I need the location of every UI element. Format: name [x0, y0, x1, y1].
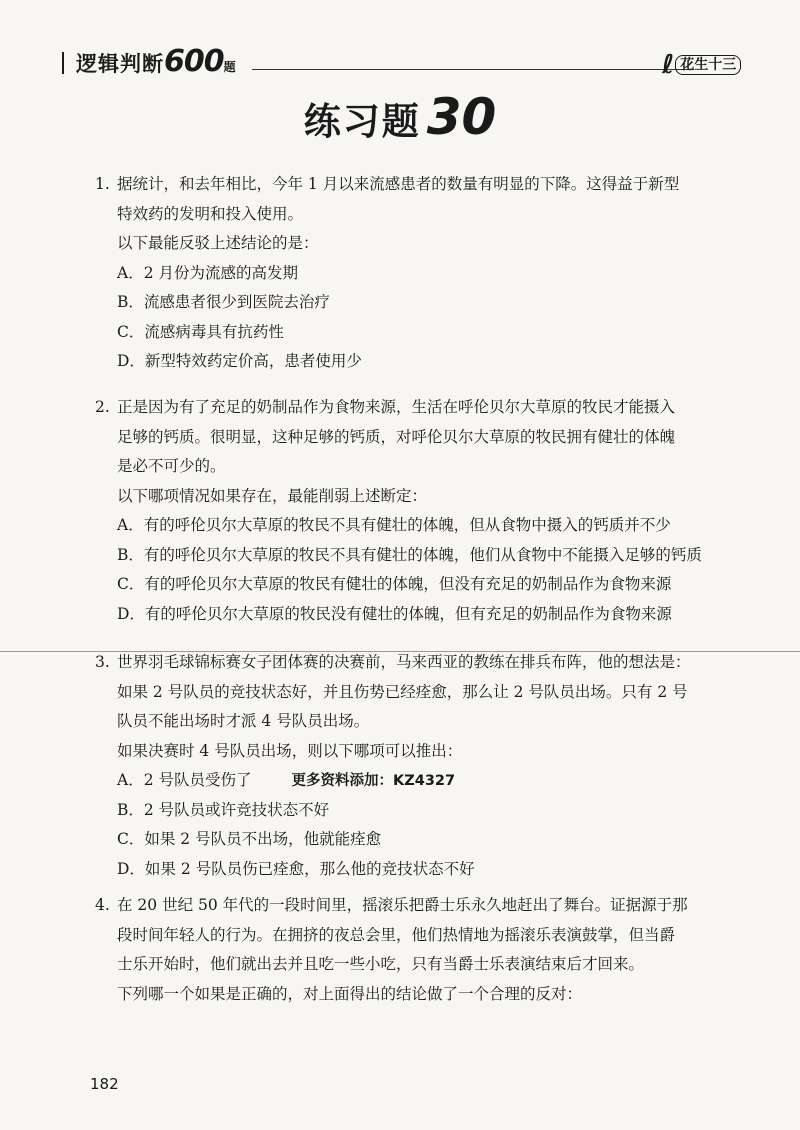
question-2: 2. 正是因为有了充足的奶制品作为食物来源，生活在呼伦贝尔大草原的牧民才能摄入 足够的钙质。很明显，这种足够的钙质，对呼伦贝尔大草原的牧民拥有健壮的体魄 是必不可少的。 以下哪项情况如果存在，最能削弱上述断定： A．有的呼伦贝尔大草原的牧民不具有健壮的体魄，但从食物中摄入的钙质并不少 B．有的呼伦贝尔大草原的牧民不具有健壮的体魄，他们从食物中不能摄入足够的钙质 C．有的呼伦贝尔大草原的牧民有健壮的体魄，但没有充足的奶制品作为食物来源 D．有的呼伦贝尔大草原的牧民没有健壮的体魄，但有充足的奶制品作为食物来源	[95, 393, 735, 629]
header-left-bar	[62, 52, 64, 74]
option-d: D．有的呼伦贝尔大草原的牧民没有健壮的体魄，但有充足的奶制品作为食物来源	[117, 604, 672, 623]
book-title: 逻辑判断600题	[76, 44, 237, 79]
author-mark-icon: ℓ	[662, 50, 675, 80]
option-b: B．2 号队员或许竞技状态不好	[117, 800, 330, 819]
question-number: 2.	[95, 398, 110, 416]
question-3: 3. 世界羽毛球锦标赛女子团体赛的决赛前，马来西亚的教练在排兵布阵，他的想法是： 如果 2 号队员的竞技状态好，并且伤势已经痊愈，那么让 2 号队员出场。只有 2 号 队员不能出场时才派 4 号队员出场。 如果决赛时 4 号队员出场，则以下哪项可以推出： A．2 号队员受伤了 更多资料添加：KZ4327 B．2 号队员或许竞技状态不好 C．如果 2 号队员不出场，他就能痊愈 D．如果 2 号队员伤已痊愈，那么他的竞技状态不好	[95, 648, 735, 884]
option-a: A．2 号队员受伤了 更多资料添加：KZ4327	[95, 766, 735, 796]
page-header	[62, 40, 742, 80]
question-number: 1.	[95, 175, 110, 193]
option-c: C．流感病毒具有抗药性	[117, 322, 284, 341]
option-a: A．有的呼伦贝尔大草原的牧民不具有健壮的体魄，但从食物中摄入的钙质并不少	[117, 516, 671, 534]
option-a: A．2 月份为流感的高发期	[117, 263, 298, 282]
question-4: 4. 在 20 世纪 50 年代的一段时间里，摇滚乐把爵士乐永久地赶出了舞台。证据源于那 段时间年轻人的行为。在拥挤的夜总会里，他们热情地为摇滚乐表演鼓掌，但当爵 士乐开始时，他们就出去并且吃一些小吃，只有当爵士乐表演结束后才回来。 下列哪一个如果是正确的，对上面得出的结论做了一个合理的反对：	[95, 891, 735, 1009]
question-prompt: 如果决赛时 4 号队员出场，则以下哪项可以推出：	[117, 741, 463, 760]
watermark-text: 更多资料添加：KZ4327	[291, 773, 456, 789]
option-c: C．如果 2 号队员不出场，他就能痊愈	[117, 830, 382, 848]
question-1: 1. 据统计，和去年相比，今年 1 月以来流感患者的数量有明显的下降。这得益于新型 特效药的发明和投入使用。 以下最能反驳上述结论的是： A．2 月份为流感的高发期 B．流感患者很少到医院去治疗 C．流感病毒具有抗药性 D．新型特效药定价高，患者使用少	[95, 170, 735, 377]
question-number: 3.	[95, 653, 110, 671]
option-d: D．如果 2 号队员伤已痊愈，那么他的竞技状态不好	[117, 859, 475, 878]
question-prompt: 下列哪一个如果是正确的，对上面得出的结论做了一个合理的反对：	[117, 984, 583, 1003]
option-b: B．流感患者很少到医院去治疗	[117, 293, 330, 311]
page-number: 182	[90, 1075, 119, 1093]
option-c: C．有的呼伦贝尔大草原的牧民有健壮的体魄，但没有充足的奶制品作为食物来源	[117, 575, 672, 593]
header-rule	[252, 69, 694, 70]
option-b: B．有的呼伦贝尔大草原的牧民不具有健壮的体魄，他们从食物中不能摄入足够的钙质	[117, 545, 702, 564]
page-title: 练习题 30	[303, 88, 497, 146]
question-prompt: 以下最能反驳上述结论的是：	[117, 234, 319, 252]
author-logo: ℓ花生十三	[662, 50, 741, 80]
question-number: 4.	[95, 896, 110, 914]
option-d: D．新型特效药定价高，患者使用少	[117, 352, 362, 370]
question-prompt: 以下哪项情况如果存在，最能削弱上述断定：	[117, 486, 428, 505]
